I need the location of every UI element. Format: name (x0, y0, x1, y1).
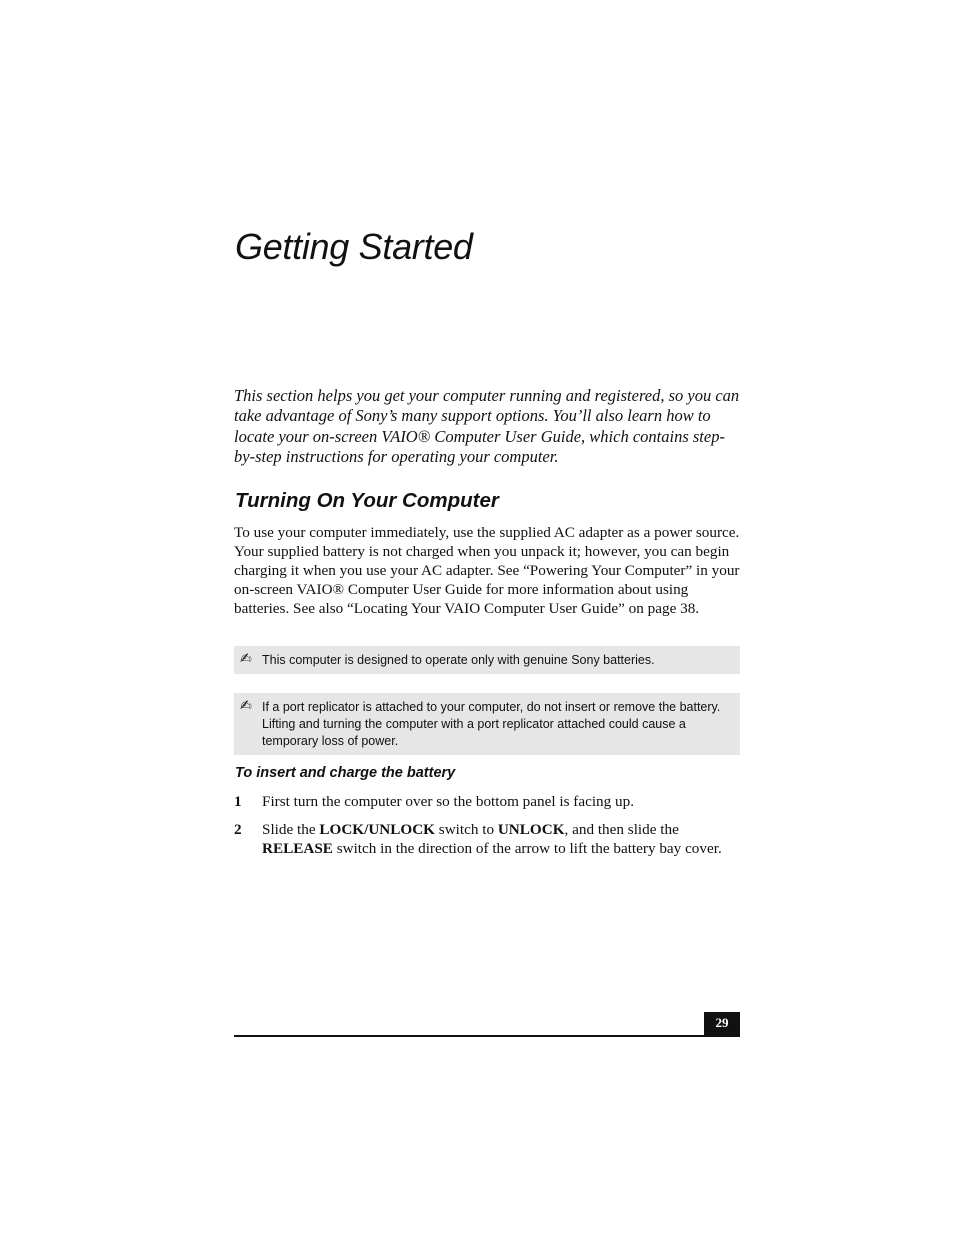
procedure-step (234, 821, 744, 859)
unlock-position-label: UNLOCK (497, 821, 565, 838)
note-box (234, 693, 740, 755)
page-number: 29 (704, 1012, 740, 1037)
note-box (234, 646, 740, 674)
note-text: This computer is designed to operate only with genuine Sony batteries. (262, 653, 655, 667)
step-text: First turn the computer over so the bottom panel is facing up. (262, 793, 635, 810)
intro-paragraph: This section helps you get your computer running and registered, so you can take advantage of Sony’s many support options. You’ll also learn how to locate your on-screen VAIO® Computer User Guide, which contains step-by-step instructions for operating your computer. (234, 386, 740, 467)
step-text (262, 821, 744, 859)
step-text-part: , and then slide the (564, 821, 679, 838)
section-body: To use your computer immediately, use the supplied AC adapter as a power source. Your supplied battery is not charged when you unpack it; however, you can begin charging it when you use your AC adapter. See “Powering Your Computer” in your on-screen VAIO® Computer User Guide for more information about using batteries. See also “Locating Your VAIO Computer User Guide” on page 38. (234, 524, 740, 617)
note-text: If a port replicator is attached to your computer, do not insert or remove the battery. Lifting and turning the computer with a port replicator attached could cause a temporary loss of power. (262, 700, 721, 748)
section-heading: Turning On Your Computer (235, 489, 499, 512)
step-number: 1 (234, 793, 242, 810)
step-text-part: switch in the direction of the arrow to lift the battery bay cover. (332, 839, 722, 857)
step-number: 2 (234, 821, 242, 838)
lock-unlock-switch-label: LOCK/UNLOCK (319, 821, 435, 838)
step-text-part: Slide the (262, 821, 320, 838)
note-pen-icon: ✍ (240, 650, 252, 666)
step-text-part: switch to (434, 821, 498, 838)
procedure-step (234, 793, 744, 812)
procedure-heading: To insert and charge the battery (235, 765, 456, 781)
footer-rule (234, 1035, 740, 1037)
release-switch-label: RELEASE (262, 839, 333, 857)
note-pen-icon: ✍ (240, 697, 252, 713)
chapter-title: Getting Started (235, 226, 473, 267)
